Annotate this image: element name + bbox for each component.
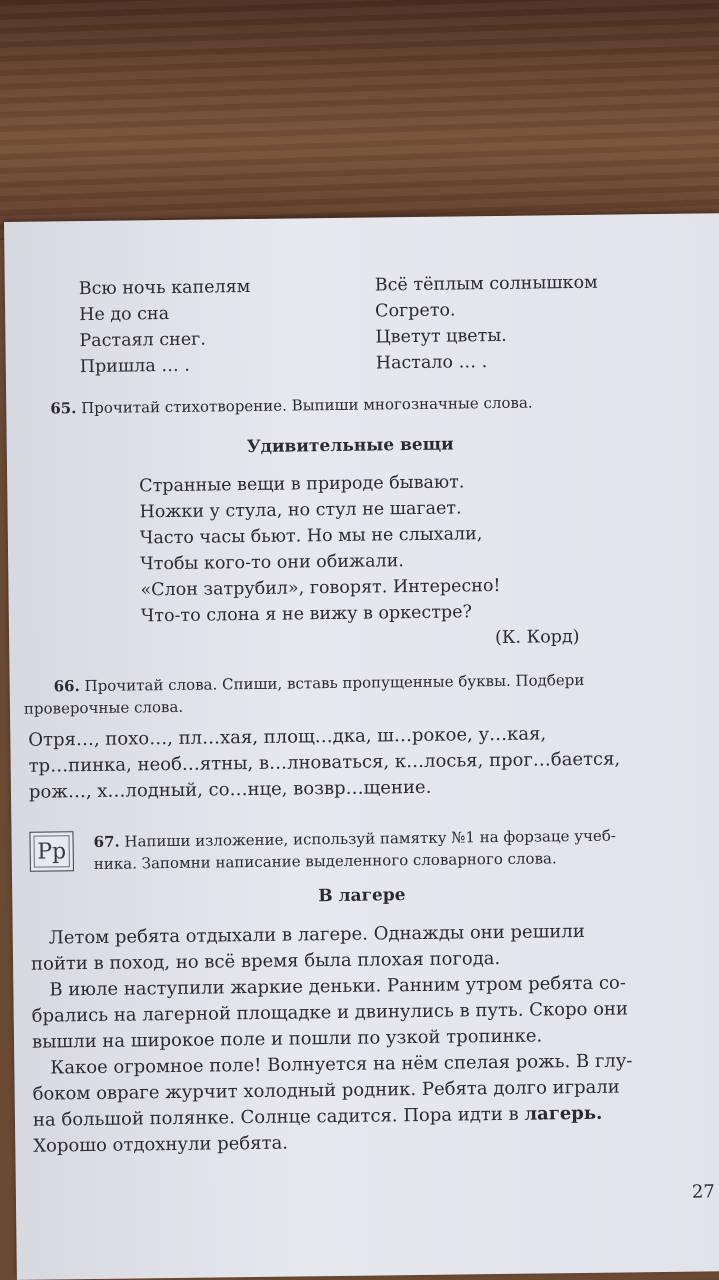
task-65 [50,394,533,418]
poem-line: Всё тёплым солнышком [374,272,598,296]
dictionary-word-bold: лагерь. [524,1102,603,1125]
task-text: Прочитай стихотворение. Выпиши многозначные слова. [81,393,533,418]
poem-line: Пришла … . [79,355,191,378]
wooden-table-background [0,0,719,240]
task-number: 66. [53,677,80,696]
poem-line: Растаял снег. [79,329,206,352]
task-66 [54,671,585,695]
story-title: В лагере [318,885,406,907]
task-66-words [28,723,620,808]
task-number: 67. [93,832,120,851]
task-67 [93,827,616,851]
poem-line: Согрето. [374,300,456,322]
poem-body [139,472,501,632]
poem-line: Часто часы бьют. Но мы не слыхали, [139,524,483,549]
task-66-text-continued: проверочные слова. [23,697,184,718]
poem-line: Что-то слона я не вижу в оркестре? [140,602,473,627]
task-text: Напиши изложение, используй памятку №1 на форзаце учеб- [124,826,617,851]
textbook-page [4,213,719,1280]
top-poem-left-column [79,277,252,383]
story-text-segment: на большой полянке. Солнце садится. Пора идти в [32,1103,525,1131]
task-67-text-continued: ника. Запомни написание выделенного словарного слова. [93,849,557,873]
poem-line: Не до сна [79,303,170,326]
story-line: боком овраге журчит холодный родник. Ребята долго играли [32,1076,620,1105]
poem-line: Всю ночь капелям [78,276,251,300]
story-line: брались на лагерной площадке и двинулись в путь. Скоро они [31,998,629,1027]
poem-title: Удивительные вещи [246,434,454,458]
speech-development-icon: Pp [29,831,73,872]
poem-line: Странные вещи в природе бывают. [139,472,465,497]
page-number: 27 [691,1181,715,1203]
story-line: вышли на широкое поле и пошли по узкой тропинке. [31,1025,543,1053]
story-text [31,920,634,1161]
story-line: Какое огромное поле! Волнуется на нём спелая рожь. В глу- [50,1050,633,1079]
poem-author: (К. Корд) [494,627,580,649]
story-line: пойти в поход, но всё время была плохая погода. [30,947,501,975]
word-line: рож…, х…лодный, со…нце, возвр…щение. [28,776,432,803]
top-poem-right-column [375,273,599,380]
poem-line: «Слон затрубил», говорят. Интересно! [140,575,501,601]
story-line: Летом ребята отдыхали в лагере. Однажды они решили [48,920,585,949]
story-line: Хорошо отдохнули ребята. [33,1132,289,1157]
poem-line: Ножки у стула, но стул не шагает. [139,498,462,523]
task-text: Прочитай слова. Спиши, вставь пропущенные буквы. Подбери [84,670,585,696]
story-line: В июле наступили жаркие деньки. Ранним утром ребята со- [49,972,627,1001]
poem-line: Настало … . [375,352,488,374]
poem-line: Цветут цветы. [375,325,507,348]
poem-line: Чтобы кого-то они обижали. [140,551,404,575]
word-line: Отря…, похо…, пл…хая, площ…дка, ш…рокое, у…кая, [28,723,547,751]
word-line: тр…пинка, необ…ятны, в…лноваться, к…лосья, прог…бается, [28,748,621,777]
task-number: 65. [50,399,77,418]
